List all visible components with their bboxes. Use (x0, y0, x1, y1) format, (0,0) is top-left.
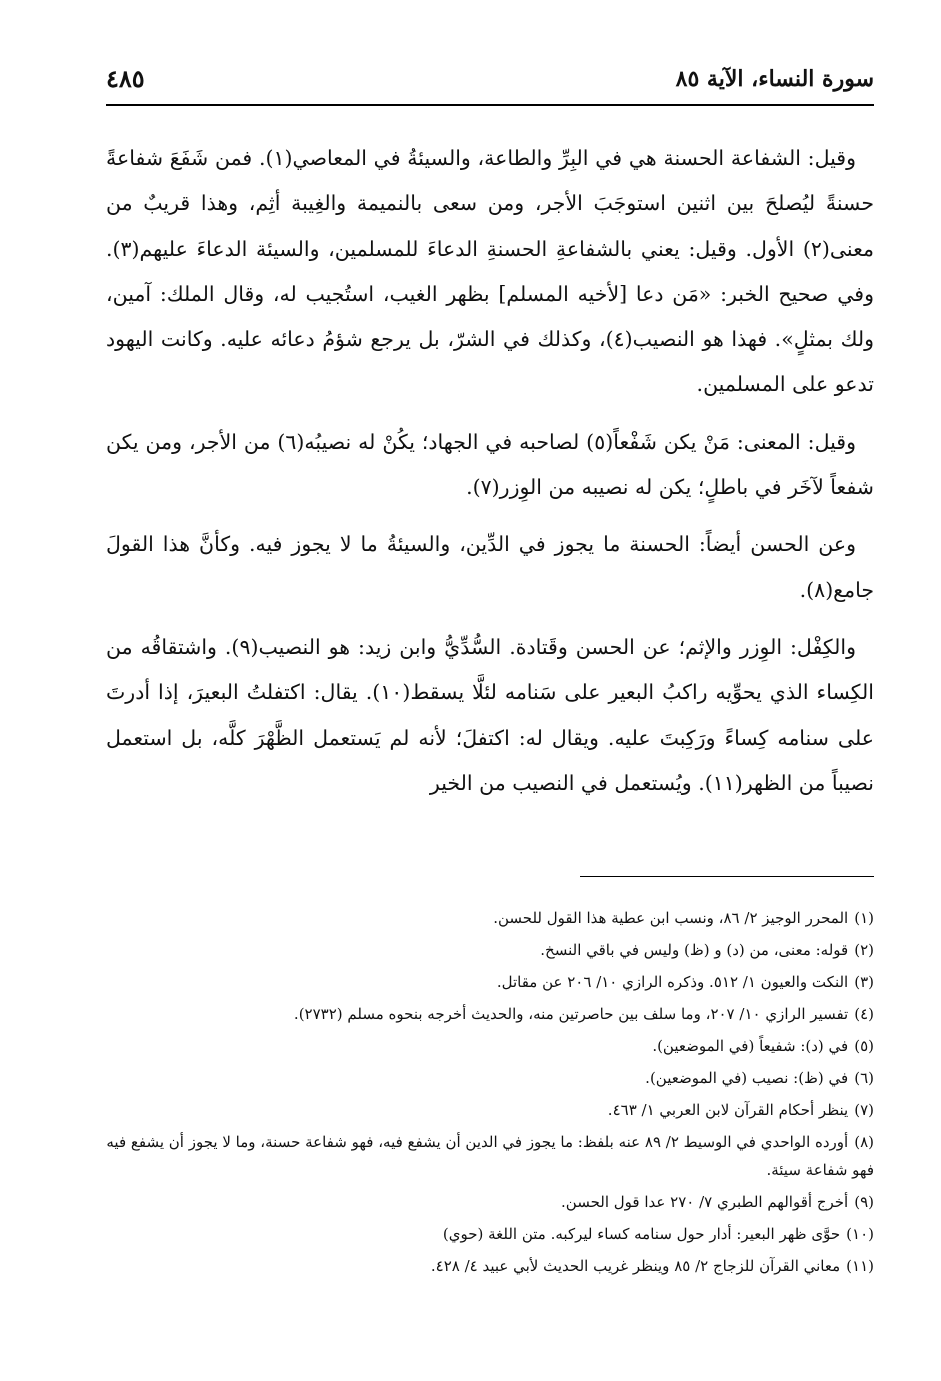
footnote-number: (٣) (854, 973, 874, 991)
footnote (106, 936, 874, 964)
footnote (106, 1220, 874, 1248)
footnote-number: (٩) (854, 1193, 874, 1211)
footnote (106, 1128, 874, 1184)
main-text (106, 136, 874, 818)
footnote-separator (580, 876, 874, 877)
page-number: ٤٨٥ (106, 64, 145, 93)
footnote-number: (١٠) (846, 1225, 874, 1243)
footnote-text: في (ظ): نصيب (في الموضعين). (645, 1069, 849, 1087)
footnote-text: تفسير الرازي ١٠/ ٢٠٧، وما سلف بين حاصرتين منه، والحديث أخرجه بنحوه مسلم (٢٧٣٢). (293, 1005, 849, 1023)
footnote-number: (١) (854, 909, 874, 927)
footnote (106, 1188, 874, 1216)
running-title: سورة النساء، الآية ٨٥ (675, 66, 874, 92)
footnote-number: (١١) (846, 1257, 874, 1275)
footnote-text: حوَّى ظهر البعير: أدار حول سنامه كساء ليركبه. متن اللغة (حوي) (442, 1225, 841, 1243)
page-header (106, 62, 874, 102)
footnote-text: في (د): شفيعاً (في الموضعين). (652, 1037, 849, 1055)
paragraph: وعن الحسن أيضاً: الحسنة ما يجوز في الدِّين، والسيئةُ ما لا يجوز فيه. وكأنَّ هذا القولَ جامع(٨). (106, 532, 874, 602)
footnote (106, 1096, 874, 1124)
footnote-number: (٨) (854, 1133, 874, 1151)
footnote (106, 904, 874, 932)
footnote (106, 1064, 874, 1092)
paragraph: والكِفْل: الوِزر والإثم؛ عن الحسن وقَتادة. السُّدِّيُّ وابن زيد: هو النصيب(٩). واشتقاقُه من الكِساء الذي يحوِّيه راكبُ البعير على سَنامه لئلَّا يسقط(١٠). يقال: اكتفلتُ البعيرَ، إذا أدرتَ على سنامه كِساءً ورَكِبتَ عليه. ويقال له: اكتفلَ؛ لأنه لم يَستعمل الظَّهْرَ كلَّه، بل استعمل نصيباً من الظهر(١١). ويُستعمل في النصيب من الخير (106, 634, 874, 795)
footnote-text: قوله: معنى، من (د) و (ظ) وليس في باقي النسخ. (540, 941, 849, 959)
footnote (106, 968, 874, 996)
footnotes (106, 904, 874, 1284)
footnote-number: (٤) (854, 1005, 874, 1023)
paragraph: وقيل: المعنى: مَنْ يكن شَفْعاً(٥) لصاحبه في الجهاد؛ يكُنْ له نصيبُه(٦) من الأجر، ومن يكن شفعاً لآخَر في باطلٍ؛ يكن له نصيبه من الوِزر(٧). (106, 429, 874, 500)
header-rule (106, 104, 874, 106)
footnote-text: النكت والعيون ١/ ٥١٢. وذكره الرازي ١٠/ ٢٠٦ عن مقاتل. (496, 973, 849, 991)
footnote (106, 1032, 874, 1060)
footnote-number: (٥) (854, 1037, 874, 1055)
footnote (106, 1252, 874, 1280)
paragraph: وقيل: الشفاعة الحسنة هي في البِرِّ والطاعة، والسيئةُ في المعاصي(١). فمن شَفَعَ شفاعةً حسنةً ليُصلحَ بين اثنين استوجَبَ الأجر، ومن سعى بالنميمة والغِيبة أثِم، وهذا قريبٌ من معنى(٢) الأول. وقيل: يعني بالشفاعةِ الحسنةِ الدعاءَ للمسلمين، والسيئة الدعاءَ عليهم(٣). وفي صحيح الخبر: «مَن دعا [لأخيه المسلم] بظهر الغيب، استُجيب له، وقال الملك: آمين، ولك بمثلٍ». فهذا هو النصيب(٤)، وكذلك في الشرّ، بل يرجع شؤمُ دعائه عليه. وكانت اليهود تدعو على المسلمين. (106, 146, 875, 397)
footnote-number: (٦) (854, 1069, 874, 1087)
footnote-text: أورده الواحدي في الوسيط ٢/ ٨٩ عنه بلفظ: ما يجوز في الدين أن يشفع فيه، فهو شفاعة حسنة، وما لا يجوز أن يشفع فيه فهو شفاعة سيئة. (106, 1133, 874, 1179)
footnote (106, 1000, 874, 1028)
footnote-text: المحرر الوجيز ٢/ ٨٦، ونسب ابن عطية هذا القول للحسن. (493, 909, 849, 927)
footnote-text: ينظر أحكام القرآن لابن العربي ١/ ٤٦٣. (607, 1101, 849, 1119)
footnote-text: معاني القرآن للزجاج ٢/ ٨٥ وينظر غريب الحديث لأبي عبيد ٤/ ٤٢٨. (430, 1257, 841, 1275)
footnote-number: (٧) (854, 1101, 874, 1119)
footnote-text: أخرج أقوالهم الطبري ٧/ ٢٧٠ عدا قول الحسن. (561, 1193, 849, 1211)
footnote-number: (٢) (854, 941, 874, 959)
